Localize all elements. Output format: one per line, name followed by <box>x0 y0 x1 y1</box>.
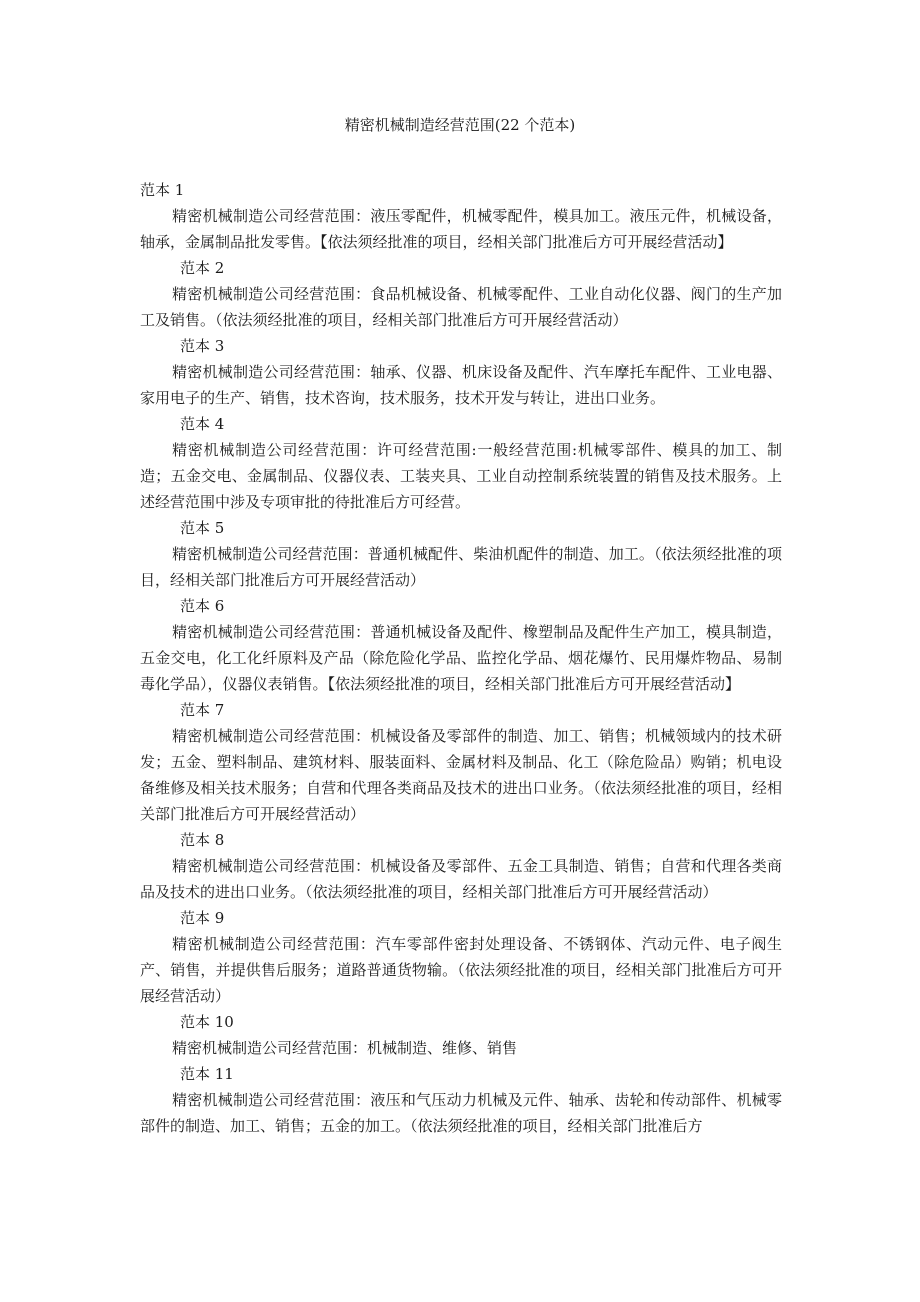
section-heading: 范本 3 <box>180 337 225 355</box>
section-body: 精密机械制造公司经营范围：机械设备及零部件的制造、加工、销售；机械领域内的技术研发；五金、塑料制品、建筑材料、服装面料、金属材料及制品、化工（除危险品）购销；机电设备维修及相关技术服务；自营和代理各类商品及技术的进出口业务。（依法须经批准的项目，经相关部门批准后方可开展经营活动） <box>140 727 782 823</box>
section-heading: 范本 9 <box>180 909 225 927</box>
section-body: 精密机械制造公司经营范围：机械制造、维修、销售 <box>172 1039 518 1057</box>
section-heading: 范本 11 <box>180 1065 234 1083</box>
section-heading: 范本 7 <box>180 701 225 719</box>
section-body: 精密机械制造公司经营范围：食品机械设备、机械零配件、工业自动化仪器、阀门的生产加工及销售。（依法须经批准的项目，经相关部门批准后方可开展经营活动） <box>140 285 782 329</box>
section-body: 精密机械制造公司经营范围：机械设备及零部件、五金工具制造、销售；自营和代理各类商品及技术的进出口业务。（依法须经批准的项目，经相关部门批准后方可开展经营活动） <box>140 857 782 901</box>
section-body: 精密机械制造公司经营范围：汽车零部件密封处理设备、不锈钢体、汽动元件、电子阀生产、销售，并提供售后服务；道路普通货物输。（依法须经批准的项目，经相关部门批准后方可开展经营活动） <box>140 935 782 1005</box>
section-heading: 范本 1 <box>140 181 185 199</box>
document-body <box>140 177 782 1139</box>
section-body: 精密机械制造公司经营范围：普通机械配件、柴油机配件的制造、加工。（依法须经批准的项目，经相关部门批准后方可开展经营活动） <box>140 545 782 589</box>
section-heading: 范本 4 <box>180 415 225 433</box>
document-title: 精密机械制造经营范围(22 个范本) <box>344 116 576 134</box>
section-body: 精密机械制造公司经营范围：轴承、仪器、机床设备及配件、汽车摩托车配件、工业电器、家用电子的生产、销售，技术咨询，技术服务，技术开发与转让，进出口业务。 <box>140 363 782 407</box>
section-heading: 范本 6 <box>180 597 225 615</box>
section-heading: 范本 8 <box>180 831 225 849</box>
section-heading: 范本 10 <box>180 1013 234 1031</box>
section-body: 精密机械制造公司经营范围：液压和气压动力机械及元件、轴承、齿轮和传动部件、机械零部件的制造、加工、销售；五金的加工。（依法须经批准的项目，经相关部门批准后方 <box>140 1091 782 1135</box>
section-body: 精密机械制造公司经营范围：许可经营范围:一般经营范围:机械零部件、模具的加工、制造；五金交电、金属制品、仪器仪表、工装夹具、工业自动控制系统装置的销售及技术服务。上述经营范围中涉及专项审批的待批准后方可经营。 <box>140 441 782 511</box>
section-body: 精密机械制造公司经营范围：普通机械设备及配件、橡塑制品及配件生产加工，模具制造，五金交电，化工化纤原料及产品（除危险化学品、监控化学品、烟花爆竹、民用爆炸物品、易制毒化学品），仪器仪表销售。【依法须经批准的项目，经相关部门批准后方可开展经营活动】 <box>140 623 782 693</box>
section-heading: 范本 5 <box>180 519 225 537</box>
section-heading: 范本 2 <box>180 259 225 277</box>
section-body: 精密机械制造公司经营范围：液压零配件，机械零配件，模具加工。液压元件，机械设备，轴承，金属制品批发零售。【依法须经批准的项目，经相关部门批准后方可开展经营活动】 <box>140 207 782 251</box>
